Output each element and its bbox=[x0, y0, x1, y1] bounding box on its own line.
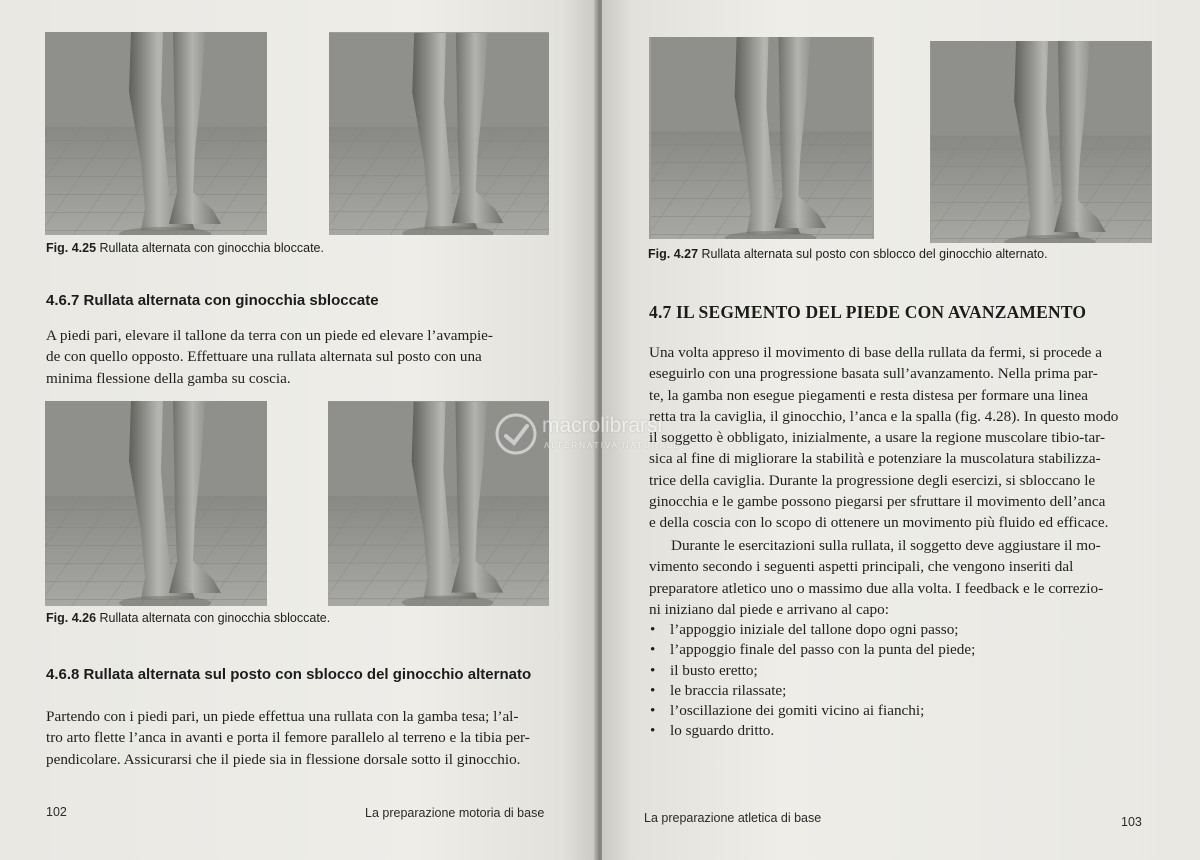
text-line: minima flessione della gamba su coscia. bbox=[46, 369, 291, 387]
text-line: vimento secondo i seguenti aspetti principali, che vengono inseriti dal bbox=[649, 558, 1074, 576]
section-heading-4-6-7: 4.6.7 Rullata alternata con ginocchia sbloccate bbox=[46, 292, 379, 309]
text-line: e della coscia con lo scopo di ottenere un movimento più fluido ed efficace. bbox=[649, 514, 1109, 532]
section-4-7-paragraph-2 bbox=[649, 535, 1103, 620]
text-line: eseguirlo con una progressione basata sull’avanzamento. Nella prima par- bbox=[649, 365, 1098, 383]
section-heading-4-7: 4.7 IL SEGMENTO DEL PIEDE CON AVANZAMENTO bbox=[649, 302, 1087, 322]
list-item: • le braccia rilassate; bbox=[650, 681, 975, 701]
running-title-right: La preparazione atletica di base bbox=[644, 811, 822, 825]
page-number-right: 103 bbox=[1121, 815, 1142, 829]
watermark-name: macrolibrarsi bbox=[542, 414, 663, 437]
text-line: Durante le esercitazioni sulla rullata, il soggetto deve aggiustare il mo- bbox=[671, 537, 1101, 554]
figure-4-27-image-right bbox=[930, 41, 1152, 243]
list-item: • l’appoggio finale del passo con la punta del piede; bbox=[650, 640, 975, 660]
figure-4-27-caption bbox=[648, 247, 1048, 261]
figure-4-25-image-left bbox=[45, 32, 267, 235]
publisher-watermark bbox=[494, 408, 694, 464]
leg-illustration-icon bbox=[649, 37, 874, 239]
macrolibrarsi-logo-icon bbox=[494, 412, 538, 456]
figure-4-27-image-left bbox=[649, 37, 874, 239]
text-line: pendicolare. Assicurarsi che il piede sia in flessione dorsale sotto il ginocchio. bbox=[46, 750, 521, 768]
figure-4-25-caption bbox=[46, 241, 324, 255]
figure-4-26-caption bbox=[46, 611, 330, 625]
text-line: te, la gamba non esegue piegamenti e resta distesa per formare una linea bbox=[649, 386, 1088, 404]
figure-caption-text: Rullata alternata con ginocchia sbloccate. bbox=[99, 611, 331, 625]
list-item: • l’oscillazione dei gomiti vicino ai fianchi; bbox=[650, 701, 975, 721]
figure-label: Fig. 4.26 bbox=[46, 611, 97, 625]
text-line: ginocchia e le gambe possono piegarsi per sfruttare il movimento dell’anca bbox=[649, 493, 1106, 511]
running-title-left: La preparazione motoria di base bbox=[365, 806, 545, 820]
text-line: retta tra la caviglia, il ginocchio, l’anca e la spalla (fig. 4.28). In questo modo bbox=[649, 407, 1119, 425]
section-4-6-7-paragraph bbox=[46, 325, 493, 389]
list-item: • il busto eretto; bbox=[650, 661, 975, 681]
leg-illustration-icon bbox=[45, 401, 267, 606]
text-line: Partendo con i piedi pari, un piede effettua una rullata con la gamba tesa; l’al- bbox=[46, 708, 519, 725]
text-line: ni iniziano dal piede e arrivano al capo: bbox=[649, 600, 889, 618]
section-4-7-paragraph-1 bbox=[649, 342, 1118, 534]
watermark-tagline: ALTERNATIVA NATURALE bbox=[544, 441, 681, 450]
leg-illustration-icon bbox=[930, 41, 1152, 243]
section-4-6-8-paragraph bbox=[46, 706, 530, 770]
figure-caption-text: Rullata alternata sul posto con sblocco del ginocchio alternato. bbox=[701, 247, 1048, 261]
figure-4-26-image-left bbox=[45, 401, 267, 606]
page-number-left: 102 bbox=[46, 805, 67, 819]
text-line: A piedi pari, elevare il tallone da terra con un piede ed elevare l’avampie- bbox=[46, 327, 493, 344]
figure-4-25-image-right bbox=[329, 32, 549, 235]
figure-label: Fig. 4.27 bbox=[648, 247, 699, 261]
figure-caption-text: Rullata alternata con ginocchia bloccate. bbox=[99, 241, 324, 255]
list-item: • l’appoggio iniziale del tallone dopo ogni passo; bbox=[650, 620, 975, 640]
section-heading-4-6-8: 4.6.8 Rullata alternata sul posto con sblocco del ginocchio alternato bbox=[46, 666, 532, 683]
leg-illustration-icon bbox=[329, 32, 549, 235]
text-line: sica al fine di migliorare la stabilità e potenziare la muscolatura stabilizza- bbox=[649, 450, 1101, 468]
feedback-bullet-list bbox=[650, 620, 975, 742]
text-line: tro arto flette l’anca in avanti e porta il femore parallelo al terreno e la tibia per- bbox=[46, 729, 530, 747]
text-line: Una volta appreso il movimento di base della rullata da fermi, si procede a bbox=[649, 344, 1102, 361]
text-line: trice della caviglia. Durante la progressione degli esercizi, si sbloccano le bbox=[649, 471, 1096, 489]
text-line: preparatore atletico uno o massimo due alla volta. I feedback e le correzio- bbox=[649, 579, 1104, 597]
text-line: de con quello opposto. Effettuare una rullata alternata sul posto con una bbox=[46, 348, 482, 366]
leg-illustration-icon bbox=[45, 32, 267, 235]
text-line: il soggetto è obbligato, inizialmente, a usare la regione muscolare tibio-tar- bbox=[649, 429, 1106, 447]
list-item: • lo sguardo dritto. bbox=[650, 721, 975, 741]
figure-label: Fig. 4.25 bbox=[46, 241, 97, 255]
